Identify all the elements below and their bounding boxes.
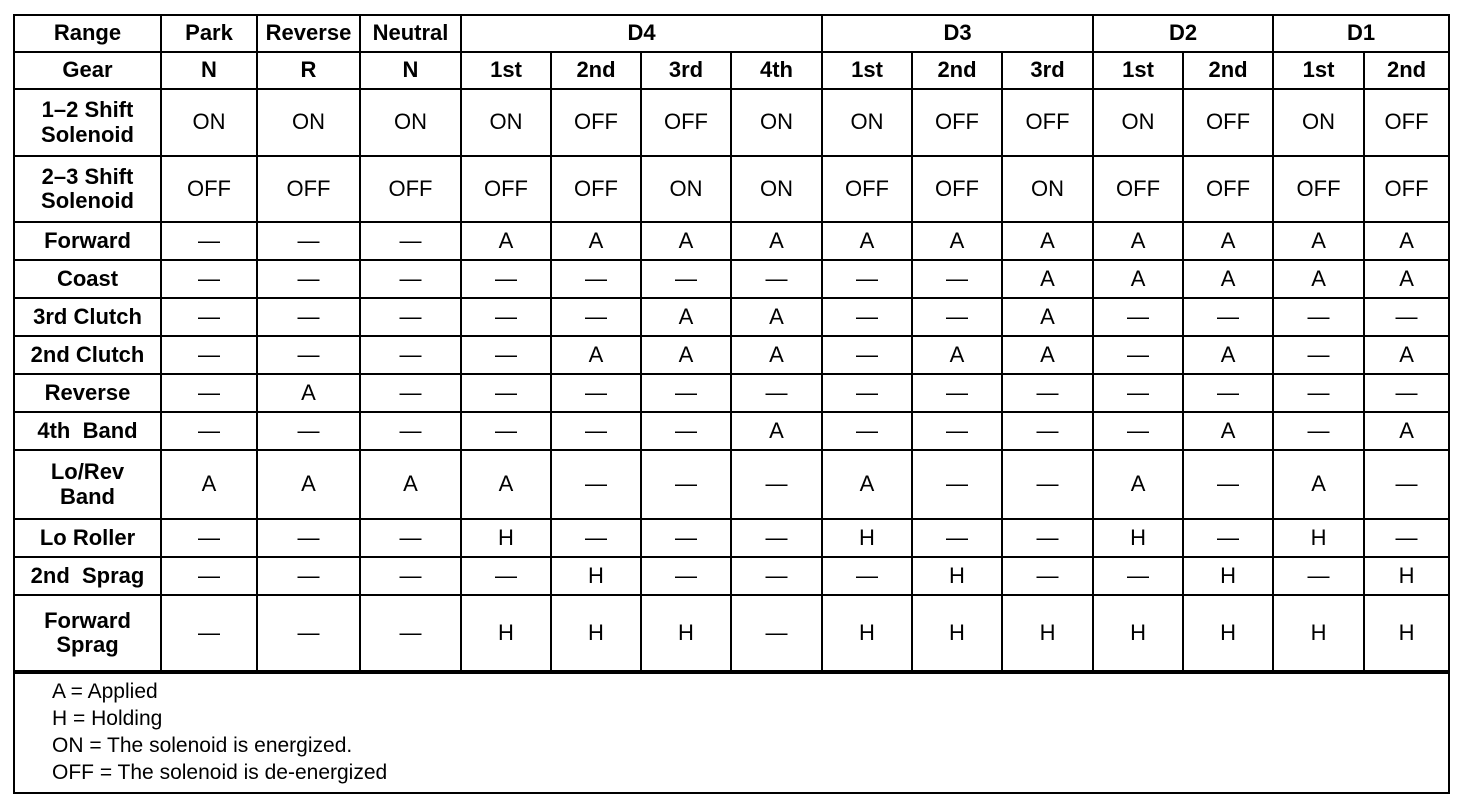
row-label-line: Solenoid <box>41 121 134 147</box>
table-cell: — <box>257 298 360 336</box>
gear-header-cell: 3rd <box>1002 52 1093 89</box>
table-cell: — <box>641 557 731 595</box>
table-cell: — <box>1093 298 1183 336</box>
table-cell: — <box>257 260 360 298</box>
table-cell: — <box>1002 519 1093 557</box>
table-cell: — <box>1273 298 1364 336</box>
table-cell: H <box>912 595 1002 671</box>
table-cell: — <box>641 412 731 450</box>
table-cell: A <box>1002 336 1093 374</box>
gear-header-cell: 4th <box>731 52 822 89</box>
table-cell: — <box>1273 412 1364 450</box>
row-label <box>15 412 161 450</box>
table-cell: — <box>551 298 641 336</box>
table-cell: H <box>1273 519 1364 557</box>
row-label-line: Lo/Rev <box>50 459 125 485</box>
table-cell: A <box>551 336 641 374</box>
gear-header-cell: 2nd <box>551 52 641 89</box>
table-row <box>15 89 1448 156</box>
range-d1: D1 <box>1273 16 1448 52</box>
table-cell: H <box>822 519 912 557</box>
gear-header-cell: 1st <box>461 52 551 89</box>
range-park: Park <box>161 16 257 52</box>
table-cell: A <box>822 450 912 519</box>
table-cell: — <box>1002 412 1093 450</box>
table-cell: OFF <box>912 156 1002 222</box>
table-cell: A <box>1002 222 1093 260</box>
range-d4: D4 <box>461 16 822 52</box>
gear-header-cell: N <box>161 52 257 89</box>
table-cell: — <box>161 374 257 412</box>
table-cell: ON <box>161 89 257 156</box>
table-cell: ON <box>1002 156 1093 222</box>
table-cell: OFF <box>551 156 641 222</box>
table-cell: A <box>731 412 822 450</box>
table-cell: A <box>461 222 551 260</box>
table-row <box>15 222 1448 260</box>
table-cell: A <box>912 336 1002 374</box>
table-cell: — <box>551 260 641 298</box>
table-cell: — <box>360 595 461 671</box>
table-cell: — <box>822 374 912 412</box>
gear-header-cell: 1st <box>1093 52 1183 89</box>
table-cell: — <box>822 557 912 595</box>
table-cell: H <box>551 557 641 595</box>
table-cell: H <box>461 519 551 557</box>
table-cell: — <box>1002 557 1093 595</box>
table-cell: OFF <box>1093 156 1183 222</box>
gear-header-cell: 3rd <box>641 52 731 89</box>
gear-header-cell: 1st <box>1273 52 1364 89</box>
table-cell: — <box>912 450 1002 519</box>
table-cell: H <box>1364 557 1448 595</box>
table-cell: A <box>641 336 731 374</box>
table-cell: — <box>1093 557 1183 595</box>
table-cell: ON <box>641 156 731 222</box>
table-cell: ON <box>731 89 822 156</box>
row-label <box>15 298 161 336</box>
table-cell: A <box>1364 222 1448 260</box>
gear-header-cell: 2nd <box>1183 52 1273 89</box>
table-cell: — <box>731 374 822 412</box>
table-cell: ON <box>1273 89 1364 156</box>
table-cell: — <box>912 298 1002 336</box>
table-cell: A <box>1093 450 1183 519</box>
table-cell: — <box>731 557 822 595</box>
table-cell: A <box>257 450 360 519</box>
table-cell: A <box>1273 222 1364 260</box>
table-cell: OFF <box>461 156 551 222</box>
row-label-line: Solenoid <box>41 188 134 213</box>
table-cell: — <box>257 412 360 450</box>
table-cell: A <box>1273 260 1364 298</box>
table-cell: — <box>1183 298 1273 336</box>
table-cell: — <box>1093 336 1183 374</box>
table-cell: — <box>912 519 1002 557</box>
table-cell: A <box>1364 260 1448 298</box>
shift-chart <box>13 14 1450 794</box>
row-label <box>15 450 161 519</box>
gear-header-cell: N <box>360 52 461 89</box>
range-d3: D3 <box>822 16 1093 52</box>
table-cell: — <box>461 260 551 298</box>
table-cell: — <box>161 298 257 336</box>
table-row <box>15 412 1448 450</box>
table-cell: ON <box>257 89 360 156</box>
table-cell: — <box>161 222 257 260</box>
table-cell: OFF <box>1273 156 1364 222</box>
table-cell: OFF <box>1183 156 1273 222</box>
row-label-line: 2nd Clutch <box>30 341 145 367</box>
row-label-line: 2–3 Shift <box>41 163 134 189</box>
table-cell: H <box>1093 595 1183 671</box>
row-label <box>15 519 161 557</box>
table-cell: — <box>1364 450 1448 519</box>
legend-item: ON = The solenoid is energized. <box>52 734 353 757</box>
table-cell: — <box>1002 450 1093 519</box>
range-reverse: Reverse <box>257 16 360 52</box>
gear-header-cell: R <box>257 52 360 89</box>
table-cell: — <box>641 519 731 557</box>
table-cell: A <box>1002 260 1093 298</box>
table-cell: — <box>641 374 731 412</box>
row-label-line: Band <box>60 483 115 509</box>
table-cell: A <box>1364 412 1448 450</box>
table-cell: — <box>1364 298 1448 336</box>
table-cell: — <box>822 298 912 336</box>
table-cell: A <box>912 222 1002 260</box>
table-cell: — <box>257 222 360 260</box>
gear-label: Gear <box>15 52 161 89</box>
table-cell: — <box>551 450 641 519</box>
table-cell: H <box>912 557 1002 595</box>
row-label-line: Coast <box>56 265 119 291</box>
gear-header-cell: 2nd <box>912 52 1002 89</box>
table-cell: A <box>1183 222 1273 260</box>
table-cell: OFF <box>360 156 461 222</box>
table-cell: — <box>1273 336 1364 374</box>
range-d2: D2 <box>1093 16 1273 52</box>
table-cell: — <box>360 336 461 374</box>
table-cell: — <box>360 260 461 298</box>
table-cell: — <box>461 336 551 374</box>
table-cell: — <box>912 412 1002 450</box>
table-cell: A <box>1093 260 1183 298</box>
range-row <box>15 16 1448 52</box>
table-cell: — <box>912 374 1002 412</box>
table-cell: — <box>1273 557 1364 595</box>
table-cell: — <box>360 412 461 450</box>
table-cell: OFF <box>1364 156 1448 222</box>
table-cell: OFF <box>641 89 731 156</box>
table-cell: A <box>1364 336 1448 374</box>
table-cell: H <box>822 595 912 671</box>
legend-item: H = Holding <box>52 707 163 730</box>
row-label <box>15 374 161 412</box>
table-cell: — <box>551 374 641 412</box>
table-cell: — <box>257 557 360 595</box>
table-row <box>15 519 1448 557</box>
table-cell: — <box>1183 450 1273 519</box>
row-label-line: Reverse <box>44 379 131 405</box>
legend-item: OFF = The solenoid is de-energized <box>52 761 388 784</box>
table-cell: — <box>461 374 551 412</box>
table-cell: OFF <box>257 156 360 222</box>
table-cell: — <box>360 222 461 260</box>
row-label <box>15 89 161 156</box>
table-cell: A <box>731 336 822 374</box>
table-row <box>15 156 1448 222</box>
table-cell: ON <box>822 89 912 156</box>
table-cell: — <box>822 260 912 298</box>
legend <box>15 672 1448 792</box>
table-cell: OFF <box>1002 89 1093 156</box>
table-cell: A <box>1273 450 1364 519</box>
table-cell: — <box>257 519 360 557</box>
table-cell: H <box>1273 595 1364 671</box>
table-cell: — <box>461 298 551 336</box>
table-cell: OFF <box>1183 89 1273 156</box>
row-label-line: 1–2 Shift <box>41 97 134 123</box>
table-cell: — <box>161 519 257 557</box>
row-label-line: Forward <box>44 607 131 633</box>
table-cell: — <box>257 595 360 671</box>
table-cell: OFF <box>912 89 1002 156</box>
table-row <box>15 260 1448 298</box>
table-cell: OFF <box>551 89 641 156</box>
table-cell: — <box>641 450 731 519</box>
table-cell: H <box>641 595 731 671</box>
table-cell: — <box>1364 374 1448 412</box>
row-label <box>15 260 161 298</box>
table-cell: A <box>641 298 731 336</box>
table-cell: — <box>731 260 822 298</box>
table-cell: A <box>731 222 822 260</box>
row-label-line: Lo Roller <box>39 524 136 550</box>
table-cell: OFF <box>161 156 257 222</box>
table-row <box>15 298 1448 336</box>
table-cell: — <box>731 450 822 519</box>
table-cell: — <box>161 336 257 374</box>
table-cell: — <box>161 412 257 450</box>
table-cell: — <box>1183 374 1273 412</box>
row-label <box>15 156 161 222</box>
table-cell: ON <box>1093 89 1183 156</box>
table-cell: — <box>161 260 257 298</box>
table-cell: ON <box>731 156 822 222</box>
table-cell: — <box>641 260 731 298</box>
legend-item: A = Applied <box>52 680 158 703</box>
table-cell: OFF <box>822 156 912 222</box>
table-cell: A <box>731 298 822 336</box>
table-cell: — <box>461 557 551 595</box>
table-cell: — <box>360 557 461 595</box>
table-cell: — <box>1183 519 1273 557</box>
table-row <box>15 374 1448 412</box>
table-cell: H <box>461 595 551 671</box>
range-label: Range <box>15 16 161 52</box>
table-cell: ON <box>461 89 551 156</box>
table-cell: — <box>551 412 641 450</box>
row-label-line: 3rd Clutch <box>33 303 142 329</box>
table-cell: — <box>461 412 551 450</box>
row-label-line: Sprag <box>56 632 119 657</box>
gear-header-cell: 1st <box>822 52 912 89</box>
row-label-line: 4th Band <box>37 417 138 443</box>
table-cell: H <box>551 595 641 671</box>
row-label <box>15 336 161 374</box>
table-cell: — <box>360 298 461 336</box>
table-cell: A <box>1093 222 1183 260</box>
table-cell: A <box>1002 298 1093 336</box>
table-cell: A <box>161 450 257 519</box>
table-cell: OFF <box>1364 89 1448 156</box>
table-cell: ON <box>360 89 461 156</box>
gear-header-cell: 2nd <box>1364 52 1448 89</box>
table-cell: — <box>360 519 461 557</box>
table-cell: — <box>161 595 257 671</box>
table-row <box>15 450 1448 519</box>
table-cell: A <box>360 450 461 519</box>
range-neutral: Neutral <box>360 16 461 52</box>
row-label-line: Forward <box>44 227 131 253</box>
table-cell: — <box>731 595 822 671</box>
table-cell: — <box>360 374 461 412</box>
table-cell: A <box>1183 412 1273 450</box>
table-cell: — <box>822 336 912 374</box>
table-cell: — <box>551 519 641 557</box>
row-label <box>15 222 161 260</box>
table-cell: H <box>1364 595 1448 671</box>
row-label-line: 2nd Sprag <box>30 562 145 588</box>
table-cell: H <box>1002 595 1093 671</box>
table-cell: — <box>257 336 360 374</box>
table-cell: A <box>822 222 912 260</box>
table-cell: A <box>1183 260 1273 298</box>
table-cell: H <box>1183 557 1273 595</box>
table-cell: — <box>1273 374 1364 412</box>
row-label <box>15 557 161 595</box>
table-cell: H <box>1093 519 1183 557</box>
table-cell: — <box>1002 374 1093 412</box>
table-cell: A <box>1183 336 1273 374</box>
table-cell: — <box>1093 412 1183 450</box>
table-cell: — <box>731 519 822 557</box>
row-label <box>15 595 161 671</box>
shift-table <box>15 16 1448 672</box>
table-row <box>15 336 1448 374</box>
table-cell: — <box>822 412 912 450</box>
table-cell: A <box>641 222 731 260</box>
table-cell: A <box>461 450 551 519</box>
table-row <box>15 557 1448 595</box>
table-cell: — <box>161 557 257 595</box>
table-row <box>15 595 1448 671</box>
table-cell: — <box>912 260 1002 298</box>
table-cell: — <box>1364 519 1448 557</box>
table-cell: — <box>1093 374 1183 412</box>
gear-row <box>15 52 1448 89</box>
table-cell: H <box>1183 595 1273 671</box>
table-cell: A <box>257 374 360 412</box>
table-cell: A <box>551 222 641 260</box>
